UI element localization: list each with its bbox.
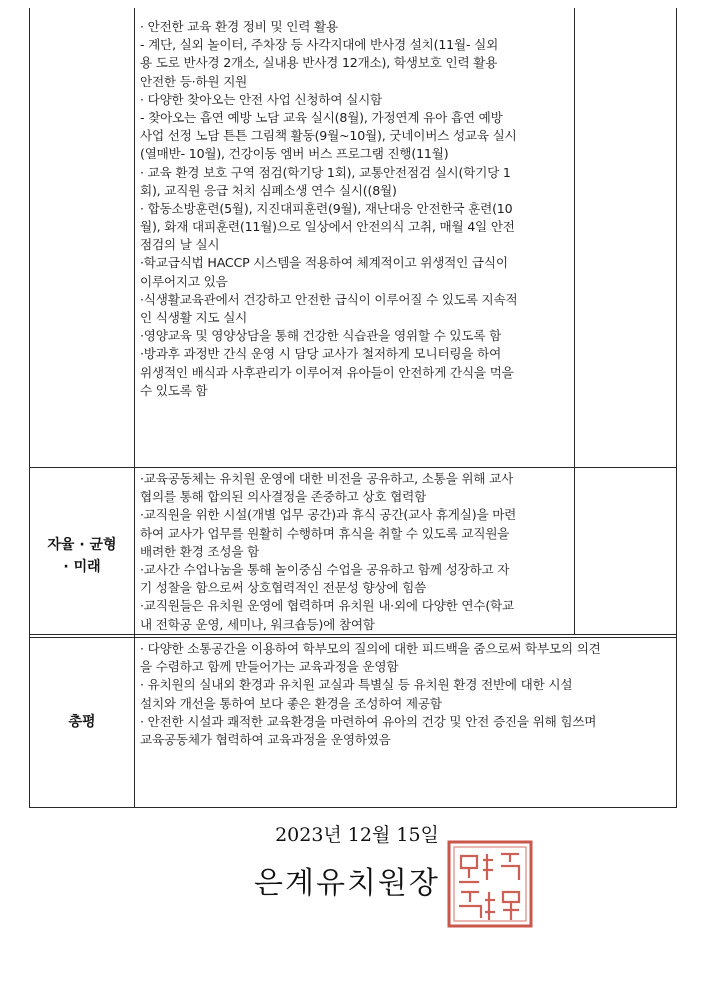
row-divider-2 (29, 634, 677, 635)
text-line: · 합동소방훈련(5월), 지진대피훈련(9월), 재난대응 안전한국 훈련(10 (140, 200, 513, 216)
safety-content-cell (140, 18, 517, 400)
row-divider-2b (29, 637, 677, 638)
text-line: ·학교급식법 HACCP 시스템을 적용하여 체계적이고 위생적인 급식이 (140, 255, 508, 271)
autonomy-label-line1: 자율 · 균형 (47, 537, 117, 553)
autonomy-content-cell (140, 470, 516, 634)
summary-content-cell (140, 640, 601, 749)
autonomy-label-line2: · 미래 (63, 559, 101, 575)
remarks-column-divider (574, 8, 575, 634)
text-line: 안전한 등·하원 지원 (140, 73, 248, 89)
text-line: - 찾아오는 흡연 예방 노담 교육 실시(8월), 가정연계 유아 흡연 예방 (140, 109, 503, 125)
label-column-divider (134, 8, 135, 808)
text-line: · 안전한 교육 환경 정비 및 인력 활용 (140, 19, 338, 34)
text-line: ·영양교육 및 영양상담을 통해 건강한 식습관을 영위할 수 있도록 함 (140, 328, 502, 344)
text-line: 월), 화재 대피훈련(11월)으로 일상에서 안전의식 고취, 매월 4일 안전 (140, 219, 515, 235)
text-line: 회), 교직원 응급 처치 심폐소생 연수 실시((8월) (140, 182, 397, 198)
autonomy-row-label (30, 534, 134, 578)
text-line: 수 있도록 함 (140, 382, 208, 398)
text-line: · 안전한 시설과 쾌적한 교육환경을 마련하여 유아의 건강 및 안전 증진을 위해 힘쓰며 (140, 713, 597, 729)
text-line: · 다양한 찾아오는 안전 사업 신청하여 실시함 (140, 91, 383, 107)
text-line: ·식생활교육관에서 건강하고 안전한 급식이 이루어질 수 있도록 지속적 (140, 291, 518, 307)
text-line: 하여 교사가 업무를 원활히 수행하며 휴식을 취할 수 있도록 교직원을 (140, 525, 510, 541)
table-right-border (676, 8, 677, 808)
text-line: ·교직원을 위한 시설(개별 업무 공간)과 휴식 공간(교사 휴게실)을 마련 (140, 507, 517, 523)
text-line: 용 도로 반사경 2개소, 실내용 반사경 12개소), 학생보호 인력 활용 (140, 55, 498, 71)
text-line: 기 성찰을 함으로써 상호협력적인 전문성 향상에 힘씀 (140, 580, 427, 596)
text-line: 을 수렴하고 함께 만들어가는 교육과정을 운영함 (140, 659, 399, 675)
text-line: ·교사간 수업나눔을 통해 놀이중심 수업을 공유하고 함께 성장하고 자 (140, 561, 510, 577)
text-line: - 계단, 실외 놀이터, 주차장 등 사각지대에 반사경 설치(11월- 실외 (140, 37, 499, 53)
official-seal-stamp (445, 838, 535, 930)
document-date: 2023년 12월 15일 (275, 824, 439, 846)
table-bottom-border (29, 807, 677, 808)
text-line: ·방과후 과정반 간식 운영 시 담당 교사가 철저하게 모니터링을 하여 (140, 346, 502, 362)
text-line: · 유치원의 실내외 환경과 유치원 교실과 특별실 등 유치원 환경 전반에 대한 시설 (140, 677, 573, 693)
table-left-border (29, 8, 30, 808)
text-line: 인 식생활 지도 실시 (140, 310, 248, 325)
text-line: ·교직원들은 유치원 운영에 협력하며 유치원 내·외에 다양한 연수(학교 (140, 598, 514, 614)
text-line: 위생적인 배식과 사후관리가 이루어져 유아들이 안전하게 간식을 먹을 (140, 364, 514, 380)
text-line: 교육공동체가 협력하여 교육과정을 운영하였음 (140, 731, 391, 747)
summary-row-label: 총평 (68, 714, 96, 730)
text-line: 배려한 환경 조성을 함 (140, 543, 260, 559)
text-line: 점검의 날 실시 (140, 237, 220, 253)
text-line: 설치와 개선을 통하여 보다 좋은 환경을 조성하여 제공함 (140, 695, 442, 711)
text-line: 이루어지고 있음 (140, 273, 228, 289)
text-line: (열매반- 10월), 건강이동 엠버 버스 프로그램 진행(11월) (140, 146, 449, 162)
text-line: 내 전학공 운영, 세미나, 워크숍등)에 참여함 (140, 616, 375, 632)
text-line: · 교육 환경 보호 구역 점검(학기당 1회), 교통안전점검 실시(학기당 1 (140, 164, 511, 180)
principal-signature-line: 은계유치원장 (254, 866, 440, 901)
text-line: ·교육공동체는 유치원 운영에 대한 비전을 공유하고, 소통을 위해 교사 (140, 471, 514, 486)
text-line: 사업 선정 노담 튼튼 그림책 활동(9월~10월), 굿네이버스 성교육 실시 (140, 128, 517, 144)
row-divider-1 (29, 467, 677, 468)
text-line: · 다양한 소통공간을 이용하여 학부모의 질의에 대한 피드백을 줌으로써 학부모의 의견 (140, 641, 601, 656)
text-line: 협의를 통해 합의된 의사결정을 존중하고 상호 협력함 (140, 489, 427, 505)
